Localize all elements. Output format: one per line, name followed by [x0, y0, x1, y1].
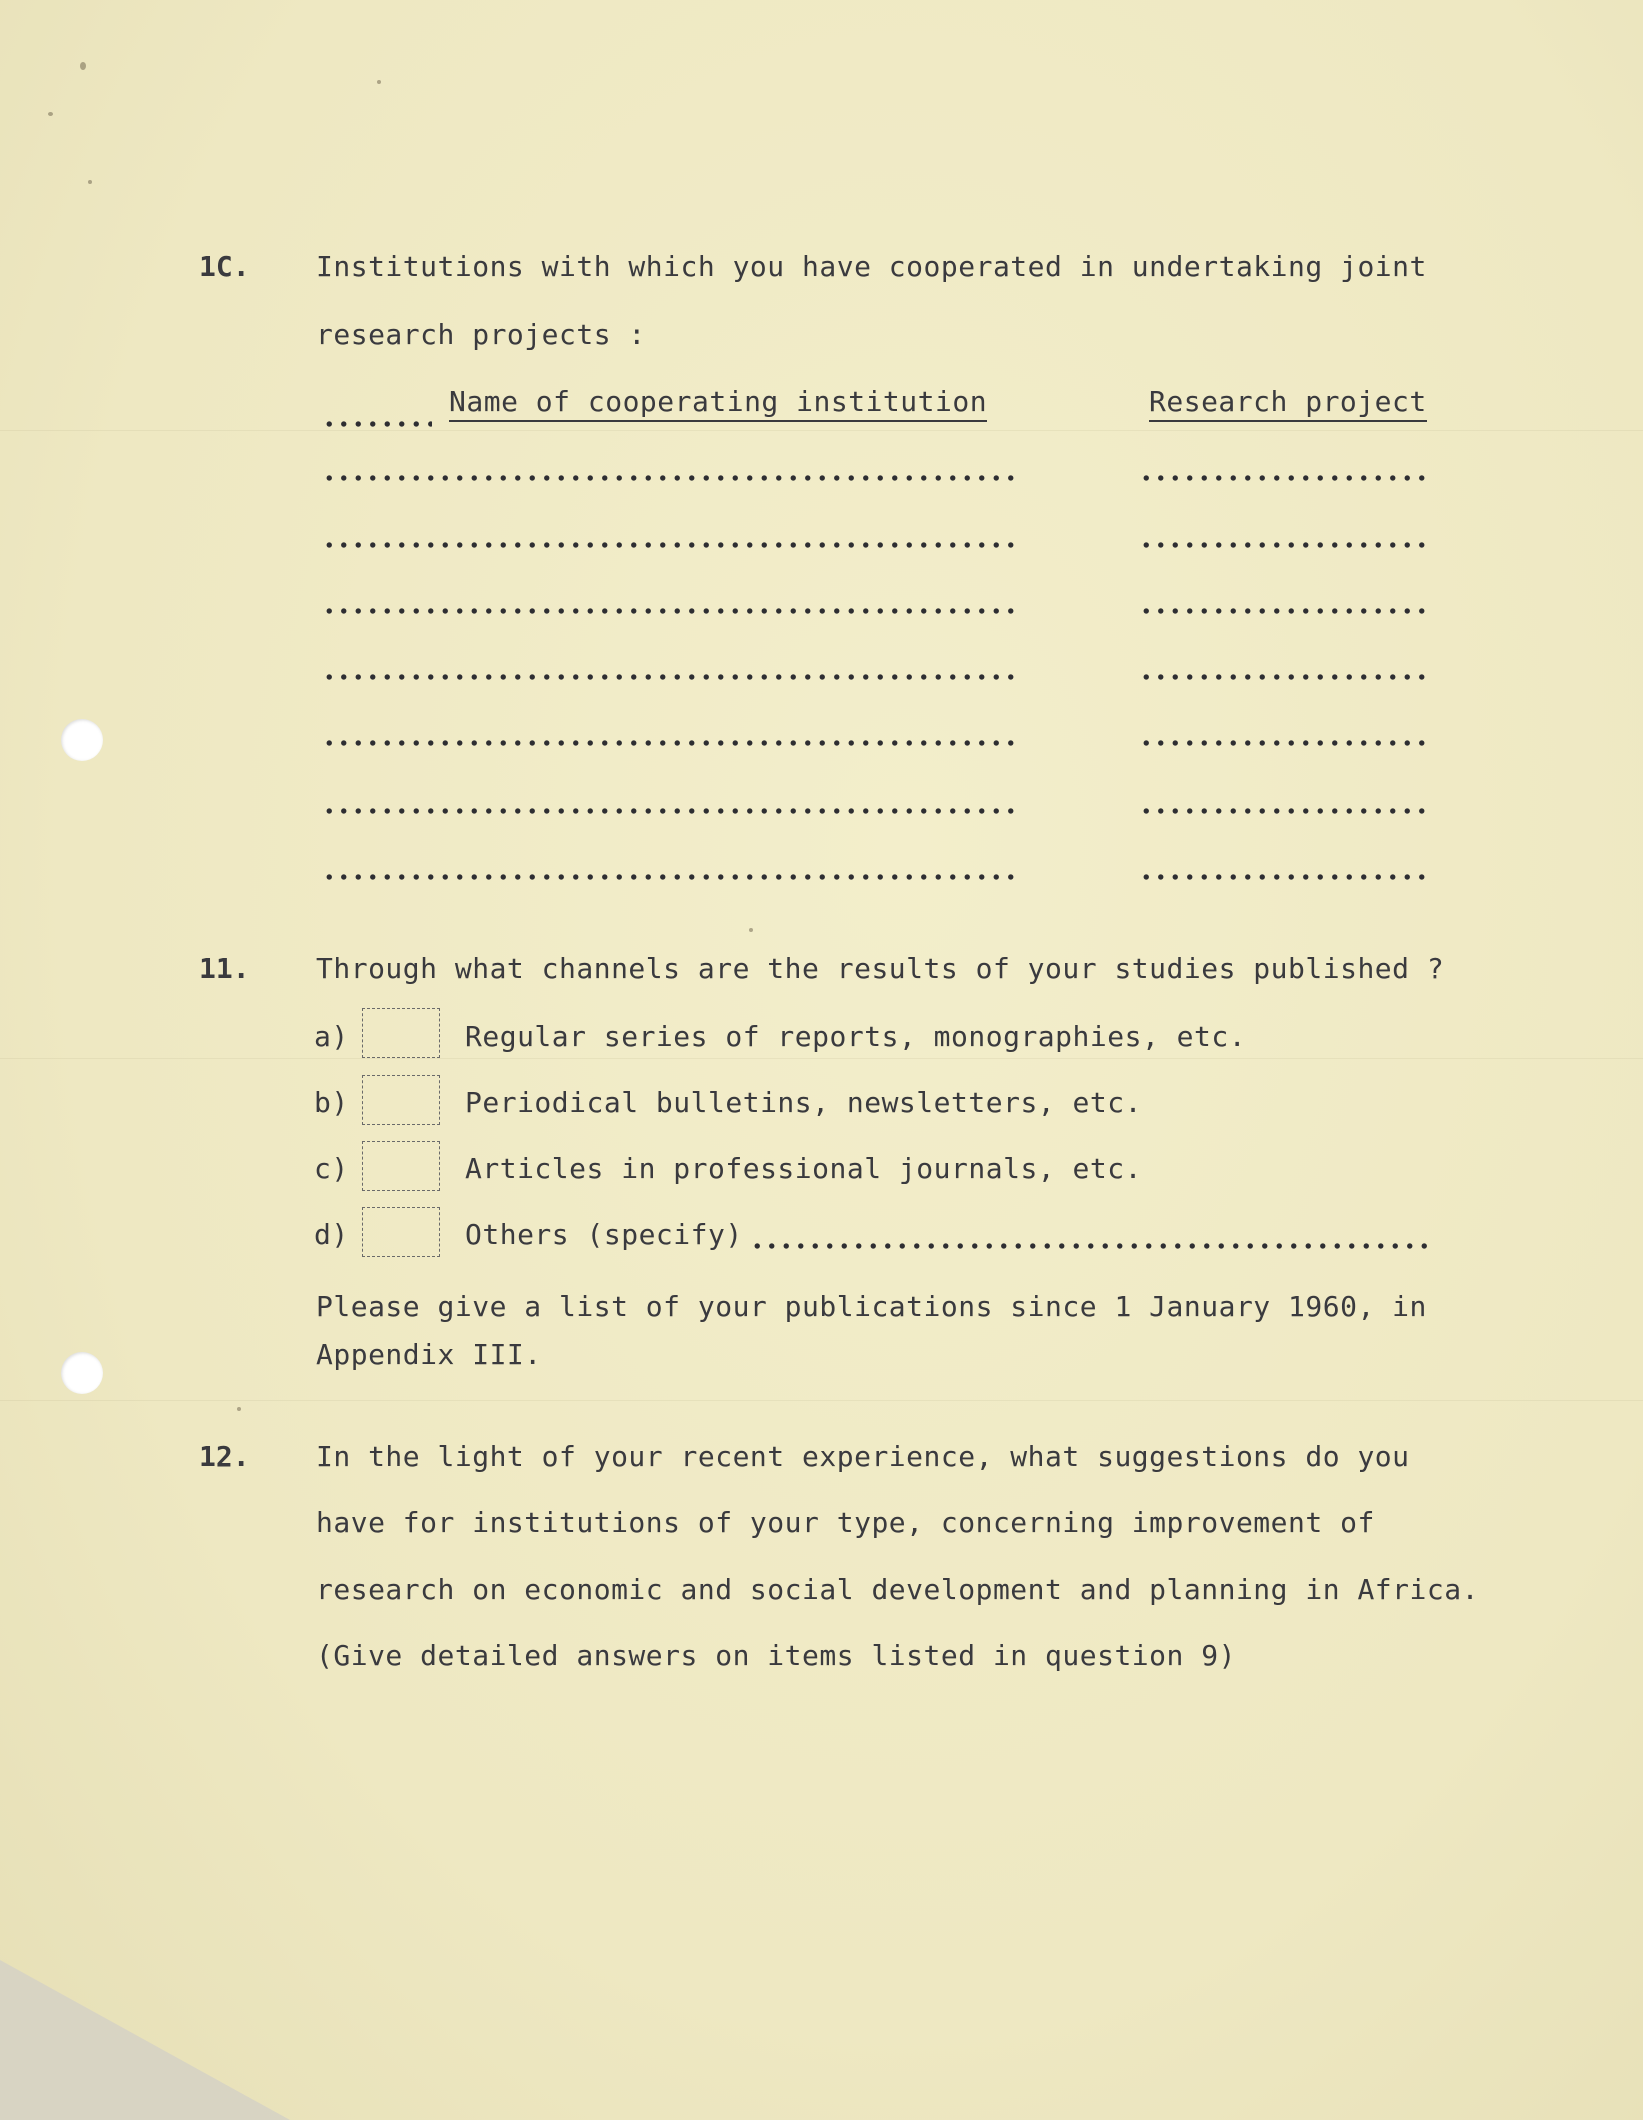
ink-speck	[377, 80, 381, 84]
punch-hole	[61, 719, 103, 761]
institution-blank-line[interactable]	[322, 542, 1019, 548]
ink-speck	[749, 928, 753, 932]
institution-blank-line[interactable]	[322, 740, 1019, 746]
column-header-institution: Name of cooperating institution	[449, 385, 987, 418]
option-c-checkbox[interactable]	[362, 1141, 440, 1191]
fold-line	[0, 1400, 1643, 1401]
question-10-number: 1C.	[199, 250, 250, 283]
institution-blank-line[interactable]	[322, 808, 1019, 814]
question-10-line-2: research projects :	[316, 318, 646, 351]
option-a-label: Regular series of reports, monographies, etc.	[465, 1020, 1247, 1053]
option-c-key: c)	[314, 1152, 349, 1185]
option-b-checkbox[interactable]	[362, 1075, 440, 1125]
institution-blank-line[interactable]	[322, 475, 1019, 481]
project-blank-line[interactable]	[1139, 542, 1432, 548]
others-specify-blank-line[interactable]	[750, 1243, 1433, 1249]
leader-dots	[322, 421, 432, 427]
institution-blank-line[interactable]	[322, 674, 1019, 680]
question-11-text: Through what channels are the results of your studies published ?	[316, 952, 1445, 985]
project-blank-line[interactable]	[1139, 608, 1432, 614]
folded-corner	[0, 1960, 290, 2120]
question-10-line-1: Institutions with which you have cooperated in undertaking joint	[316, 250, 1427, 283]
ink-speck	[237, 1407, 241, 1411]
question-12-line-1: In the light of your recent experience, what suggestions do you	[316, 1440, 1410, 1473]
publications-note-line-2: Appendix III.	[316, 1338, 542, 1371]
option-b-key: b)	[314, 1086, 349, 1119]
option-b-label: Periodical bulletins, newsletters, etc.	[465, 1086, 1142, 1119]
ink-speck	[80, 62, 86, 70]
option-d-checkbox[interactable]	[362, 1207, 440, 1257]
option-c-label: Articles in professional journals, etc.	[465, 1152, 1142, 1185]
publications-note-line-1: Please give a list of your publications since 1 January 1960, in	[316, 1290, 1427, 1323]
question-12-line-2: have for institutions of your type, concerning improvement of	[316, 1506, 1375, 1539]
punch-hole	[61, 1352, 103, 1394]
project-blank-line[interactable]	[1139, 808, 1432, 814]
option-d-key: d)	[314, 1218, 349, 1251]
ink-speck	[88, 180, 92, 184]
fold-line	[0, 1058, 1643, 1059]
project-blank-line[interactable]	[1139, 475, 1432, 481]
ink-speck	[48, 112, 53, 116]
fold-line	[0, 430, 1643, 431]
institution-blank-line[interactable]	[322, 608, 1019, 614]
option-a-checkbox[interactable]	[362, 1008, 440, 1058]
option-d-label: Others (specify)	[465, 1218, 743, 1251]
institution-blank-line[interactable]	[322, 874, 1019, 880]
question-11-number: 11.	[199, 952, 250, 985]
project-blank-line[interactable]	[1139, 874, 1432, 880]
question-12-line-3: research on economic and social development and planning in Africa.	[316, 1573, 1479, 1606]
question-12-line-4: (Give detailed answers on items listed in question 9)	[316, 1639, 1236, 1672]
column-header-research-project: Research project	[1149, 385, 1427, 418]
project-blank-line[interactable]	[1139, 674, 1432, 680]
question-12-number: 12.	[199, 1440, 250, 1473]
option-a-key: a)	[314, 1020, 349, 1053]
project-blank-line[interactable]	[1139, 740, 1432, 746]
